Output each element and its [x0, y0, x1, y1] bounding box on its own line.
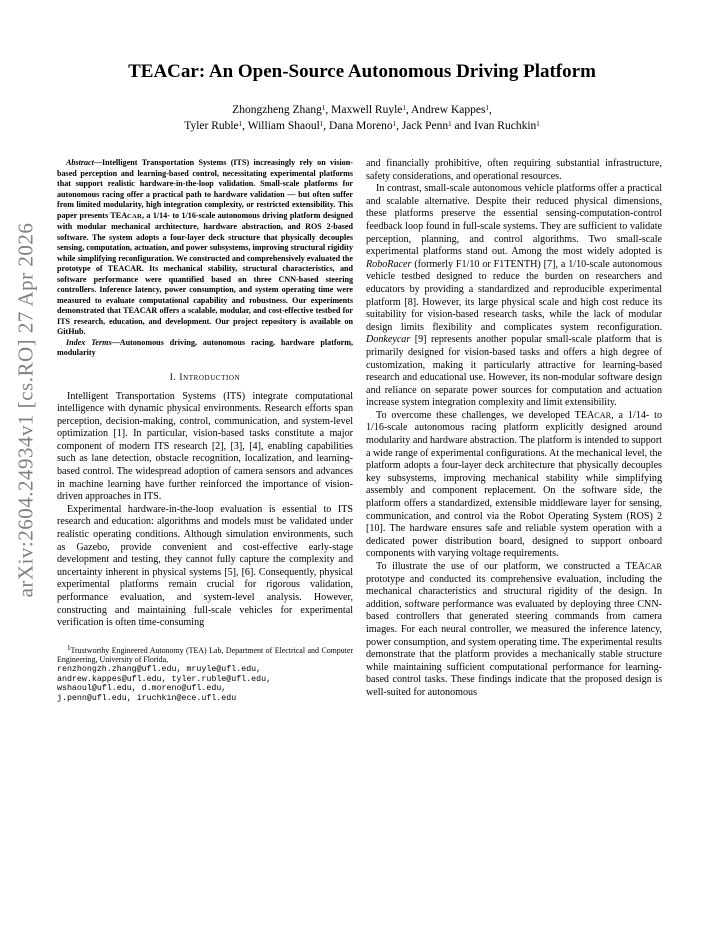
teacar-smallcaps: CAR: [594, 410, 612, 420]
email-line: wshaoul@ufl.edu, d.moreno@ufl.edu,: [57, 684, 227, 694]
abstract-teacar-smallcaps: CAR: [127, 212, 142, 220]
donkeycar-name: Donkeycar: [366, 334, 411, 346]
author-line-1: [60, 103, 664, 119]
intro-paragraph-2: Experimental hardware-in-the-loop evaluation is essential to ITS research and education: algorithms and models must be validated under realistic operating conditions. Although simulation environments, such as Gazebo, provide convenient and cost-effective early-stage development and testing, they cannot fully capture the complexity and uncertainty inherent in physical systems [5], [6]. Consequently, physical experimental platforms remain crucial for rigorous validation, performance evaluation, and system-level analysis. However, constructing and maintaining full-scale vehicles for experimental verification is often time-consuming: [57, 503, 353, 629]
index-terms-dash: —: [111, 337, 120, 347]
affiliation-footnote: [57, 643, 353, 665]
intro-continuation: and financially prohibitive, often requiring substantial infrastructure, safety considerations, and operational resources.: [366, 158, 662, 182]
author-name: Dana Moreno: [329, 119, 393, 132]
intro-paragraph-3: [366, 183, 662, 410]
index-terms: [57, 338, 353, 359]
para5-text-a: To illustrate the use of our platform, we constructed a TEA: [376, 561, 646, 572]
author-name: Maxwell Ruyle: [331, 104, 403, 116]
para5-text-b: prototype and conducted its comprehensive evaluation, including the mechanical characteristics and structural rigidity of the design. In addition, software performance was evaluated by deploying three CNN-based controllers that generated steering commands from camera images. For each neural controller, we measured the inference latency, power consumption, and system operating time. The experimental results demonstrate that the platform provides a mechanically stable structure while maintaining sufficient computational performance for learning-based control tasks. These findings indicate that the proposed design is well-suited for autonomous: [366, 573, 662, 698]
author-name: Andrew Kappes: [411, 104, 486, 116]
arxiv-sidebar-stamp: [4, 120, 48, 700]
author-separator: ,: [488, 104, 492, 116]
roboracer-name: RoboRacer: [366, 258, 412, 270]
intro-paragraph-4: [366, 410, 662, 561]
para3-text-b: (formerly F1/10 or F1TENTH) [7], a 1/10-scale autonomous vehicle testbed designed to reduce the burden on researchers and educators by providing a standardized and reproducible experimental platform [8]. However, its large physical scale and high cost reduce its suitability for vision-based research tasks, while the lack of modular design limits flexibility and complicates system reconfiguration.: [366, 258, 662, 333]
email-line: renzhongzh.zhang@ufl.edu, mruyle@ufl.edu,: [57, 664, 262, 674]
right-column: [366, 158, 662, 700]
footnote-emails: [57, 665, 353, 703]
para4-text-b: , a 1/14- to 1/16-scale autonomous racing platform explicitly designed around modularity and hardware abstraction. The platform is intended to support a wide range of experimental configurations. At the mechanical level, the platform adopts a four-layer deck architecture that physically decouples key subsystems, improving mechanical stability while simplifying assembly and component replacement. On the software side, the platform offers a standardized, extensible middleware layer for sensing, communication, and control via the Robot Operating System (ROS) 2 [10]. The hardware ensures safe and reliable system operation with a dedicated power distribution board, designed to support onboard components with varying voltage requirements.: [366, 409, 662, 560]
abstract-text-1: Intelligent Transportation Systems (ITS) increasingly rely on vision-based perception and learning-based control, necessitating experimental platforms that support realistic hardware-in-the-loop validation. Small-scale platforms for autonomous racing offer a practical path to hardware validation — but often suffer from limited modularity, high integration complexity, or restricted extensibility. This paper presents TEA: [57, 158, 353, 220]
left-column: [57, 158, 353, 703]
author-affiliation-mark: 1: [536, 119, 540, 128]
author-separator: and: [451, 119, 474, 132]
para3-text-c: [9] represents another popular small-scale platform that is primarily designed for vision-based tasks and offers a high degree of customization, making it particularly attractive for learning-based research and educational use. However, its non-modular software design and reliance on separate power sources for computation and actuation increase system integration complexity and limit extensibility.: [366, 334, 662, 409]
email-line: andrew.kappes@ufl.edu, tyler.ruble@ufl.edu,: [57, 674, 272, 684]
abstract-text-2: , a 1/14- to 1/16-scale autonomous driving platform designed with modular mechanical architecture, hardware abstraction, and ROS 2-based software. The system adopts a four-layer deck structure that physically decouples sensing, computation, actuation, and power subsystems, improving structural rigidity while simplifying reconfiguration. We constructed and comprehensively evaluated the prototype of TEACAR. Its mechanical stability, structural characteristics, and software performance were quantified based on three CNN-based steering controllers. Inference latency, power consumption, and system operating time were measured to evaluate computational capability and robustness. Our experiments demonstrated that TEACAR offers a scalable, modular, and cost-effective testbed for ITS research, education, and development. Our project repository is available on GitHub.: [57, 210, 354, 336]
author-affiliation-mark: 1: [392, 119, 397, 128]
author-separator: ,: [323, 119, 330, 132]
author-separator: ,: [325, 104, 332, 116]
teacar-smallcaps: CAR: [645, 562, 662, 571]
author-affiliation-mark: 1: [319, 119, 324, 128]
email-line: j.penn@ufl.edu, iruchkin@ece.ufl.edu: [57, 693, 237, 703]
author-affiliation-mark: 1: [238, 119, 243, 128]
author-name: Tyler Ruble: [184, 119, 239, 132]
author-affiliation-mark: 1: [448, 119, 452, 128]
author-name: Jack Penn: [401, 119, 449, 132]
para4-text-a: To overcome these challenges, we developed TEA: [376, 409, 595, 421]
intro-paragraph-1: Intelligent Transportation Systems (ITS) integrate computational intelligence with dynamic physical environments. Research efforts span perception, decision-making, control, communication, and system-level optimization [1]. In particular, vision-based tasks constitute a major component of modern ITS research [2], [3], [4], enabling capabilities such as lane detection, obstacle recognition, localization, and learning-based control. The widespread adoption of camera sensors and advances in machine learning have further reinforced the importance of vision-driven approaches in ITS.: [57, 390, 353, 503]
intro-paragraph-5: [366, 561, 662, 700]
author-affiliation-mark: 1: [485, 104, 489, 112]
footnote-affiliation: Trustworthy Engineered Autonomy (TEA) Lab, Department of Electrical and Computer Engineering, University of Florida,: [57, 645, 353, 665]
index-terms-text: Autonomous driving, autonomous racing, hardware platform, modularity: [57, 337, 353, 357]
abstract-dash: —: [93, 158, 102, 167]
author-separator: ,: [242, 119, 248, 132]
author-separator: ,: [396, 119, 402, 132]
section-heading-introduction: I. Introduction: [169, 372, 241, 383]
author-line-2: [60, 119, 664, 135]
index-terms-label: Index Terms: [66, 337, 112, 347]
author-affiliation-mark: 1: [321, 104, 326, 112]
para3-text-a: In contrast, small-scale autonomous vehicle platforms offer a practical and scalable alternative. Despite their reduced physical dimensions, these platforms preserve the essential sensing-computation-control feedback loop found in full-scale systems. They are sufficient to validate perception, planning, and control algorithms. Two small-scale experimental platforms stand out. Among the most widely adopted is: [366, 183, 662, 258]
author-list: [60, 103, 664, 134]
footnote-mark: 1: [67, 643, 71, 652]
abstract: [57, 158, 353, 338]
author-name: William Shaoul: [247, 119, 320, 132]
arxiv-identifier: arXiv:2604.24934v1 [cs.RO] 27 Apr 2026: [13, 222, 38, 598]
author-separator: ,: [405, 104, 412, 116]
paper-title: TEACar: An Open-Source Autonomous Driving Platform: [128, 61, 596, 82]
author-name: Zhongzheng Zhang: [232, 104, 322, 116]
abstract-label: Abstract: [66, 158, 94, 167]
author-affiliation-mark: 1: [402, 104, 406, 112]
author-name: Ivan Ruchkin: [474, 119, 537, 132]
